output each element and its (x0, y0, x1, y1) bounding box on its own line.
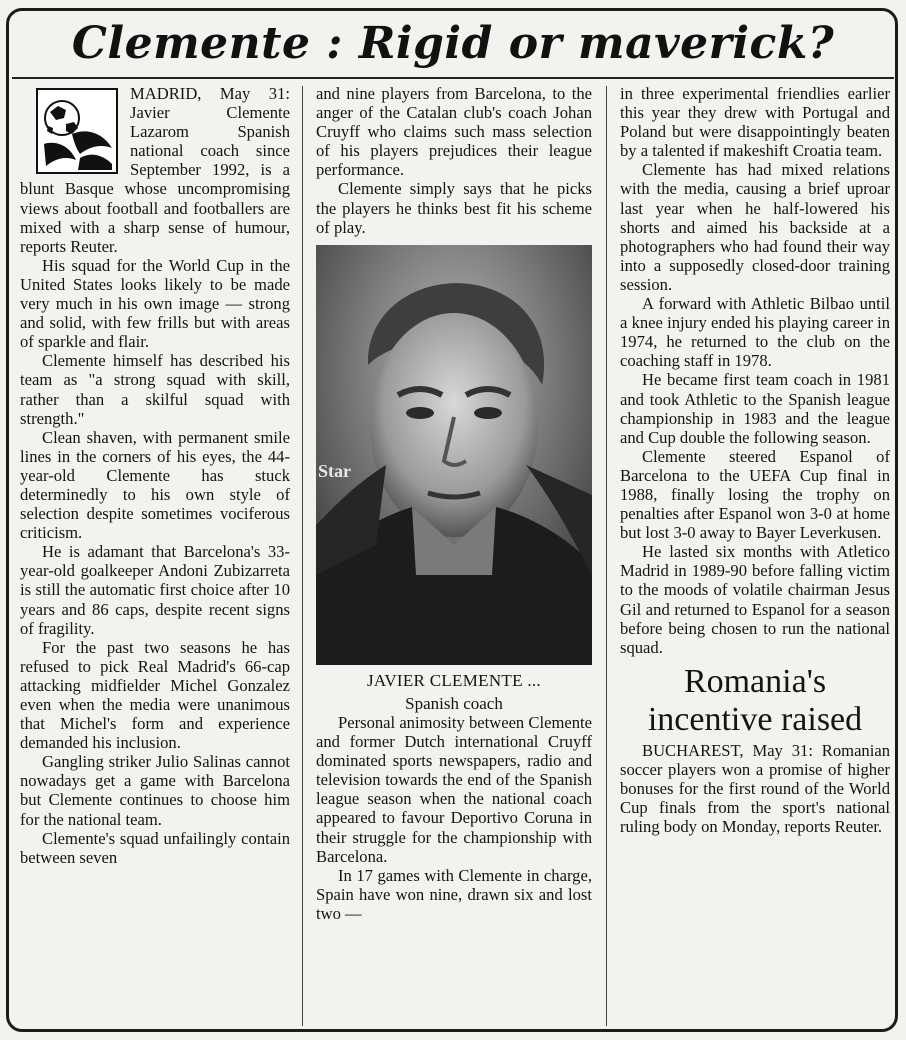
portrait-photo (316, 245, 592, 665)
article-paragraph: For the past two seasons he has refused to pick Real Madrid's 66-cap attacking midfielder Michel Gonzalez even when the media were unanimous that Michel's form and experience demanded his inclusion. (20, 637, 290, 753)
article-paragraph: in three experimental friendlies earlier this year they drew with Portugal and Poland but were disappointingly beaten by a talented if makeshift Croatia team. (620, 84, 890, 161)
article-paragraph: Clemente himself has described his team as "a strong squad with skill, rather than a skilful squad with strength." (20, 351, 290, 428)
article-column-3 (620, 84, 890, 836)
sidebar-paragraph: BUCHAREST, May 31: Romanian soccer players won a promise of higher bonuses for the first round of the World Cup finals from the sport's national ruling body on Monday, reports Reuter. (620, 740, 890, 837)
sidebar-headline-line-1: Romania's (683, 662, 827, 700)
sidebar-headline-line-2: incentive raised (647, 700, 863, 738)
article-paragraph: He is adamant that Barcelona's 33-year-old goalkeeper Andoni Zubizarreta is still the automatic first choice after 10 years and 86 caps, despite recent signs of fragility. (20, 542, 290, 638)
headline: Clemente : Rigid or maverick? (71, 18, 835, 69)
article-column-2 (316, 84, 592, 923)
article-paragraph: In 17 games with Clemente in charge, Spain have won nine, drawn six and lost two — (316, 865, 592, 923)
article-paragraph: His squad for the World Cup in the United States looks likely to be made very much in his own image — strong and solid, with few frills but with areas of sparkle and flair. (20, 255, 290, 352)
column-divider (606, 86, 607, 1026)
column-divider (302, 86, 303, 1026)
article-column-1 (20, 84, 290, 867)
world-cup-94-emblem-icon (36, 88, 118, 174)
article-paragraph: Personal animosity between Clemente and former Dutch international Cruyff dominated sports newspapers, radio and television towards the end of the Spanish league season when the national coach appeared to favour Deportivo Coruna in their struggle for the championship with Barcelona. (316, 712, 592, 866)
article-paragraph: A forward with Athletic Bilbao until a knee injury ended his playing career in 1974, he returned to the club on the coaching staff in 1978. (620, 294, 890, 371)
photo-watermark: Star (318, 460, 351, 481)
photo-caption-name: JAVIER CLEMENTE ... (367, 670, 541, 690)
article-paragraph: Clemente simply says that he picks the players he thinks best fit his scheme of play. (316, 179, 592, 237)
coach-photo (316, 245, 592, 665)
article-paragraph: He became first team coach in 1981 and took Athletic to the Spanish league championship in 1983 and the league and Cup double the following season. (620, 370, 890, 447)
photo-caption-role: Spanish coach (405, 693, 503, 713)
article-paragraph: MADRID, May 31: Javier Clemente Lazarom Spanish national coach since September 1992, is a blunt Basque whose uncompromising views about football and footballers are mixed with a sharp sense of humour, reports Reuter. (20, 84, 290, 256)
article-paragraph: Clean shaven, with permanent smile lines in the corners of his eyes, the 44-year-old Clemente has stuck determinedly to his own style of selection despite sometimes vociferous criticism. (20, 427, 290, 543)
world-cup-logo (36, 88, 118, 174)
sidebar-story (620, 662, 890, 837)
article-paragraph: and nine players from Barcelona, to the anger of the Catalan club's coach Johan Cruyff who claims such mass selection of his players prejudices their league performance. (316, 84, 592, 180)
article-paragraph: Gangling striker Julio Salinas cannot nowadays get a game with Barcelona but Clemente continues to choose him for the national team. (20, 752, 290, 829)
headline-rule (12, 77, 894, 79)
article-paragraph: He lasted six months with Atletico Madrid in 1989-90 before falling victim to the moods of volatile chairman Jesus Gil and returned to Espanol for a season before being chosen to run the national squad. (620, 542, 890, 657)
article-paragraph: Clemente's squad unfailingly contain between seven (20, 828, 290, 867)
article-paragraph: Clemente has had mixed relations with the media, causing a brief uproar last year when he half-lowered his shorts and aimed his backside at a photographers who had found their way into a supposedly closed-door training session. (620, 160, 890, 294)
article-paragraph: Clemente steered Espanol of Barcelona to the UEFA Cup final in 1988, finally losing the trophy on penalties after Espanol won 3-0 at home but lost 3-0 away to Bayer Leverkusen. (620, 446, 890, 543)
